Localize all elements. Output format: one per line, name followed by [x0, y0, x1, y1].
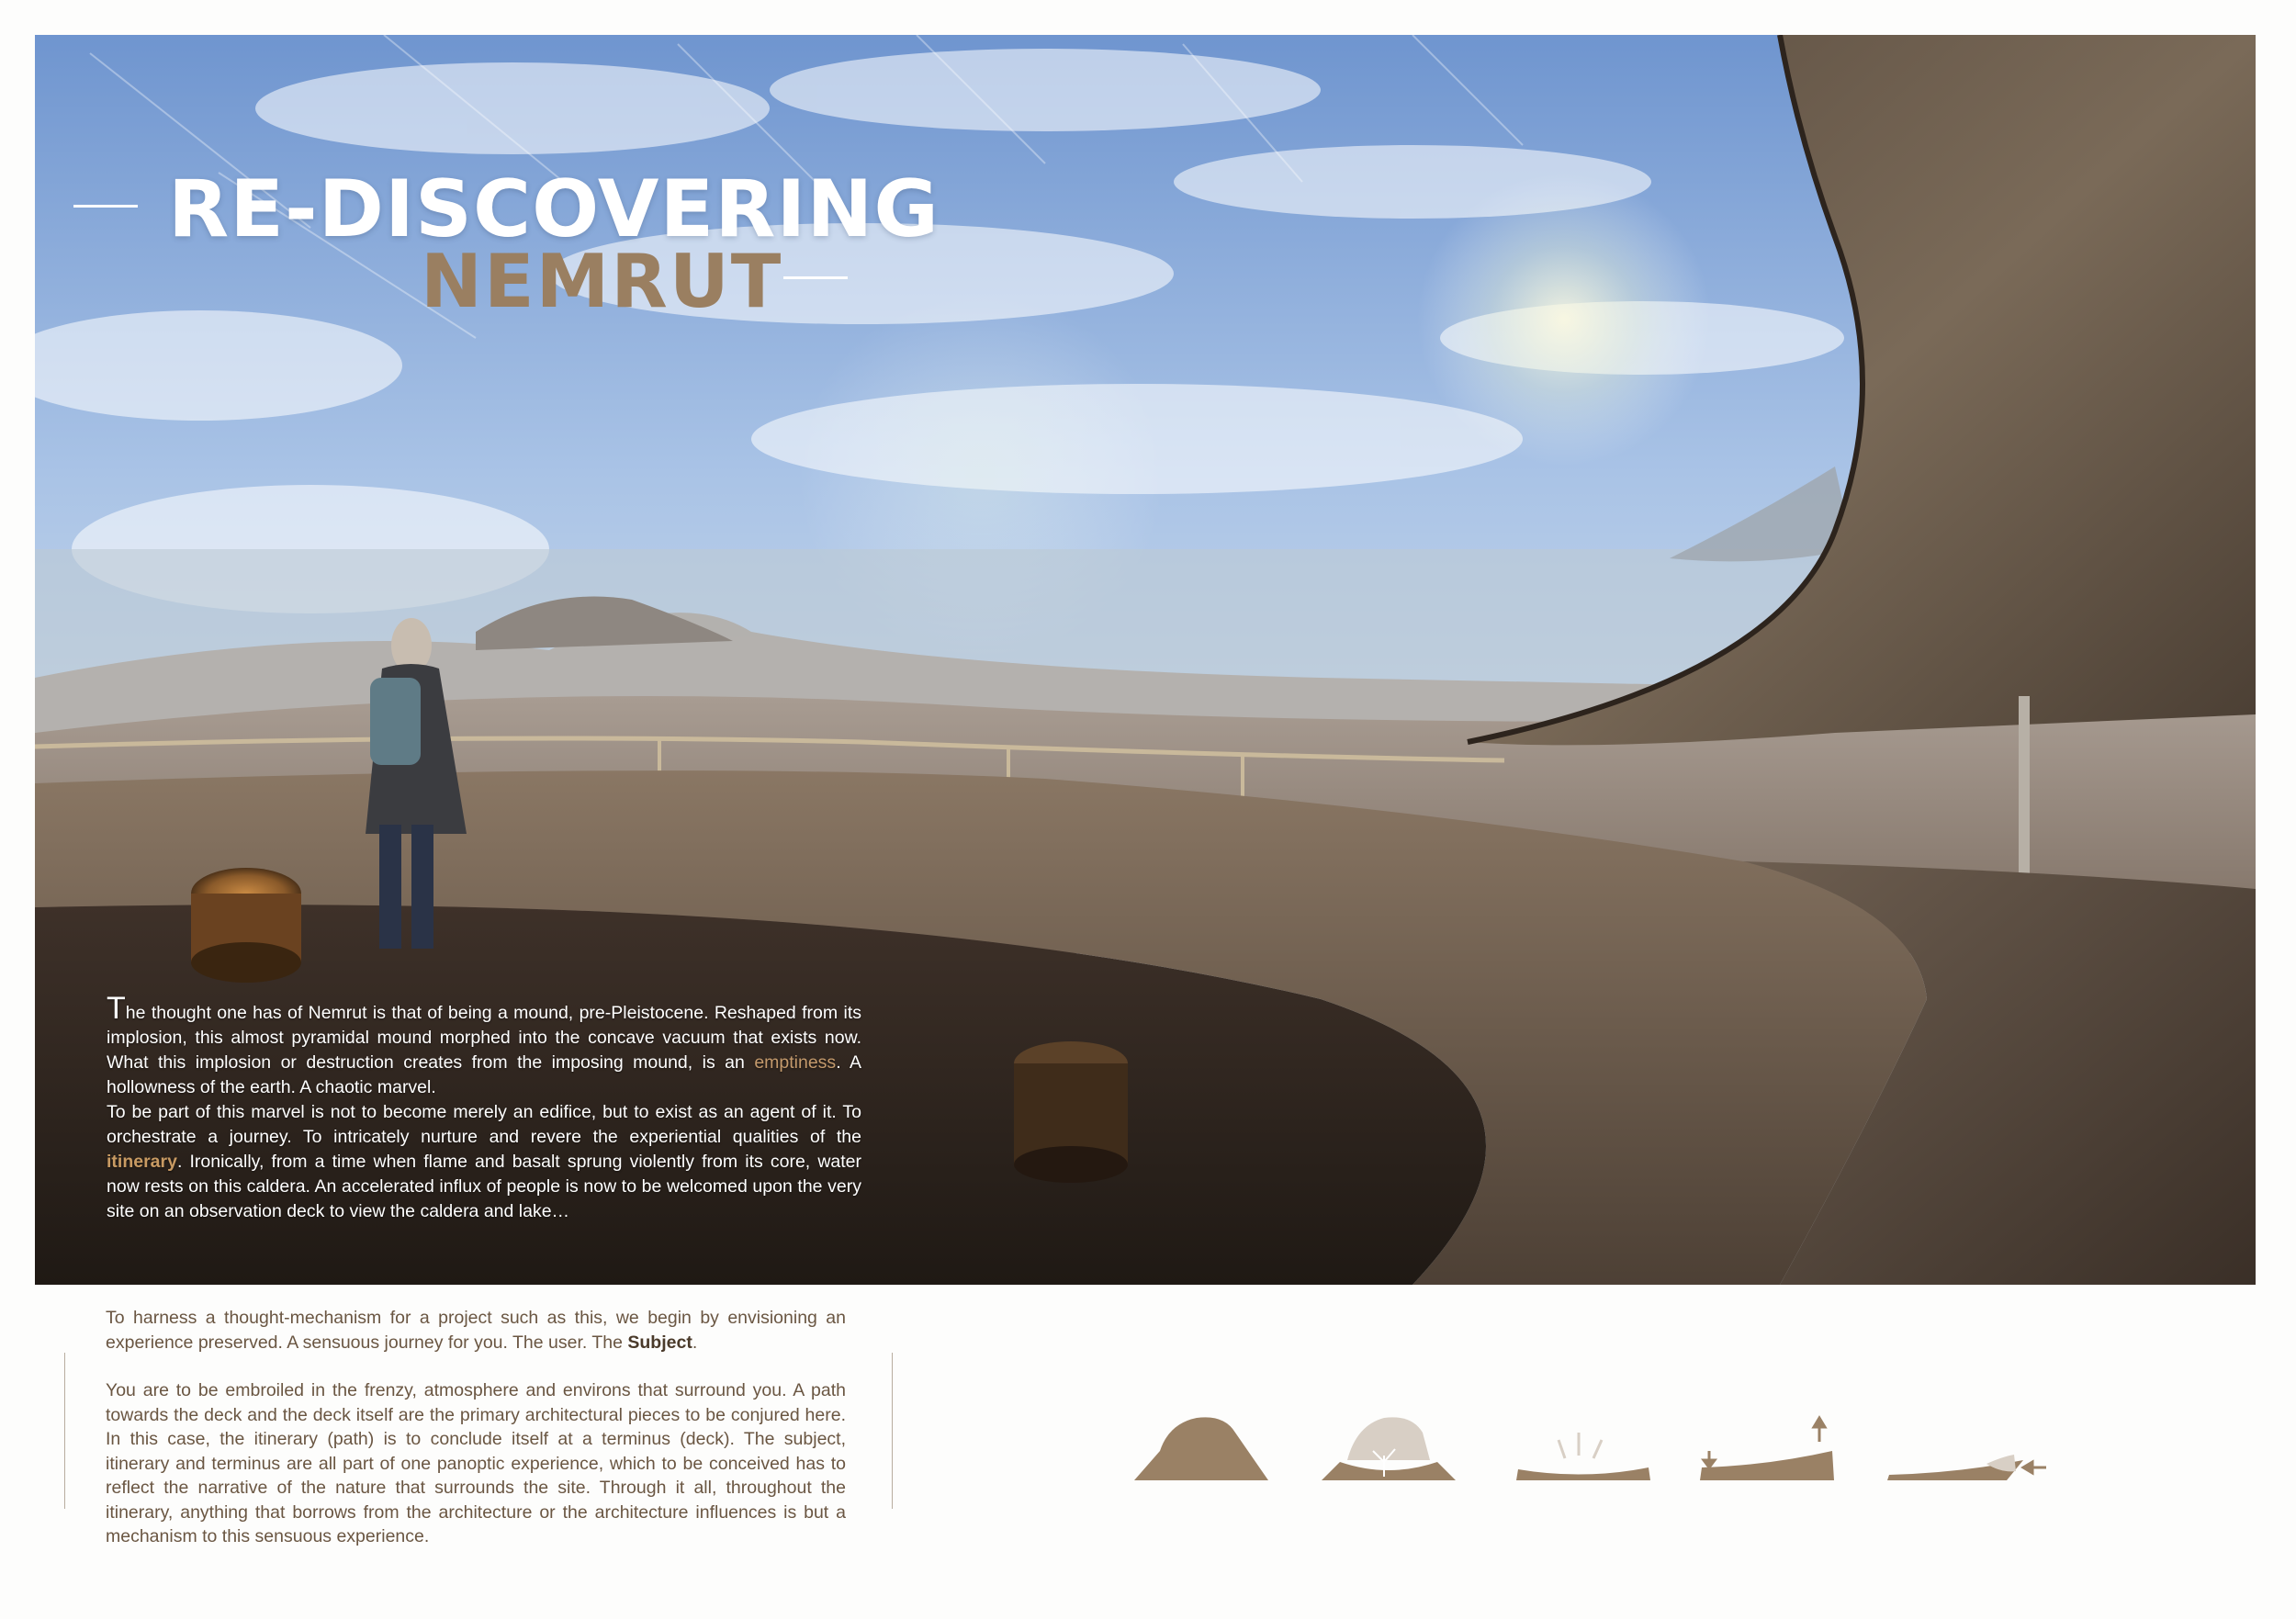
- drop-cap: T: [107, 991, 126, 1026]
- divider-right: [892, 1353, 893, 1509]
- body-p1-text: To harness a thought-mechanism for a project such as this, we begin by envisioning an experience preserved. A sensuous journey for you. The user. The: [106, 1308, 846, 1353]
- hero-render: [35, 35, 2256, 1285]
- intro-paragraph-2: [107, 1100, 861, 1224]
- intro-text: [107, 991, 861, 1224]
- emptiness-highlight: emptiness: [754, 1052, 837, 1073]
- intro-p1-tail: . A hollowness of the earth. A chaotic marvel.: [107, 1052, 861, 1097]
- mound-icon: [1132, 1405, 1270, 1488]
- itinerary-highlight: itinerary: [107, 1152, 177, 1172]
- title-sub: NEMRUT: [421, 239, 783, 324]
- title-block: [35, 35, 953, 329]
- implosion-icon: [1320, 1405, 1458, 1488]
- intro-p1-text: he thought one has of Nemrut is that of being a mound, pre-Pleistocene. Reshaped from its implosion, this almost pyramidal mound morphed into the concave vacuum that exists now. What this implosion or destruction creates from the imposing mound, is an: [107, 1003, 861, 1073]
- concept-diagrams: [1125, 1405, 2062, 1488]
- tilt-arrows-icon: [1698, 1405, 1836, 1488]
- title-main: RE-DISCOVERING: [168, 163, 940, 255]
- subject-highlight: Subject: [627, 1332, 692, 1353]
- intro-p2-tail: . Ironically, from a time when flame and basalt sprung violently from its core, water now rests on this caldera. An accelerated influx of people is now to be welcomed upon the very site on an observation deck to view the caldera and lake…: [107, 1152, 861, 1221]
- divider-left: [64, 1353, 65, 1509]
- intro-p2-text: To be part of this marvel is not to become merely an edifice, but to exist as an agent of it. To orchestrate a journey. To intricately nurture and revere the experiential qualities of the: [107, 1102, 861, 1147]
- intro-paragraph-1: [107, 991, 861, 1100]
- deck-arrow-icon: [1885, 1405, 2051, 1488]
- body-text: [106, 1306, 846, 1573]
- title-dash-right: [783, 276, 848, 279]
- body-paragraph-1: [106, 1306, 846, 1355]
- body-paragraph-2: You are to be embroiled in the frenzy, atmosphere and environs that surround you. A path towards the deck and the deck itself are the primary architectural pieces to be conjured here. In this case, the itinerary (path) is to conclude itself at a terminus (deck). The subject, itinerary and terminus are all part of one panoptic experience, which to be conceived has to reflect the narrative of the nature that surrounds the site. Through it all, throughout the itinerary, anything that borrows from the architecture or the architecture influences is but a mechanism to this sensuous experience.: [106, 1380, 846, 1546]
- title-dash-left: [73, 205, 138, 208]
- body-p1-tail: .: [692, 1332, 698, 1353]
- caldera-burst-icon: [1514, 1405, 1652, 1488]
